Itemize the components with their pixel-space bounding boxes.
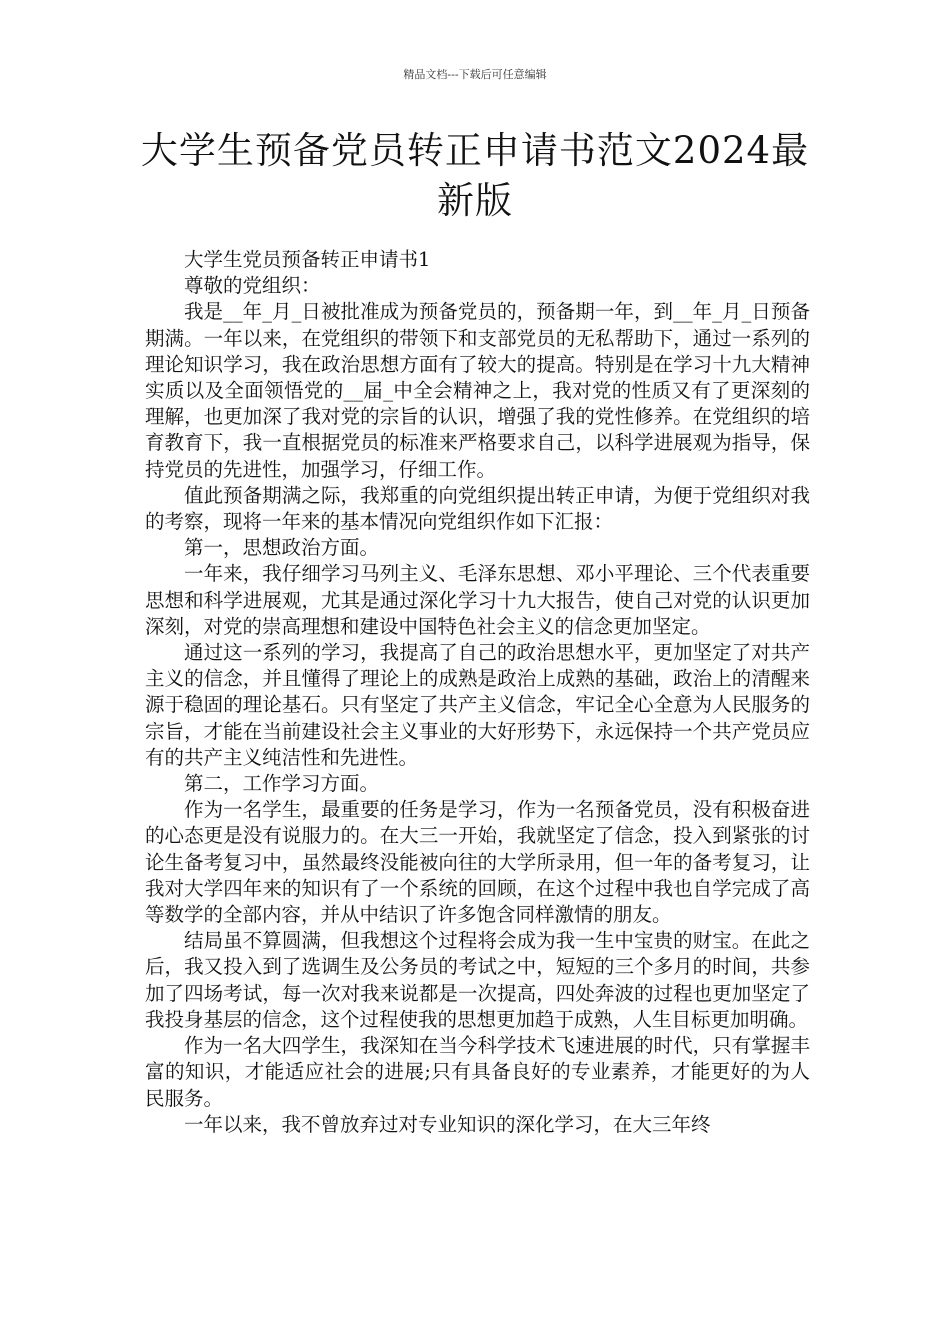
document-subtitle: 大学生党员预备转正申请书1: [184, 248, 431, 271]
section-heading: 第一，思想政治方面。: [184, 536, 380, 560]
body-paragraph: 值此预备期满之际，我郑重的向党组织提出转正申请，为便于党组织对我的考察，现将一年来的基本情况向党组织作如下汇报：: [145, 483, 810, 534]
section-heading: 第二，工作学习方面。: [184, 772, 380, 796]
document-title: 大学生预备党员转正申请书范文2024最新版: [140, 129, 810, 222]
page-header-note: 精品文档---下载后可任意编辑: [403, 68, 547, 81]
body-paragraph: 作为一名大四学生，我深知在当今科学技术飞速进展的时代，只有掌握丰富的知识，才能适应社会的进展;只有具备良好的专业素养，才能更好的为人民服务。: [145, 1034, 810, 1110]
document-body: [145, 247, 810, 1138]
body-paragraph: 通过这一系列的学习，我提高了自己的政治思想水平，更加坚定了对共产主义的信念，并且懂得了理论上的成熟是政治上成熟的基础，政治上的清醒来源于稳固的理论基石。只有坚定了共产主义信念，牢记全心全意为人民服务的宗旨，才能在当前建设社会主义事业的大好形势下，永远保持一个共产党员应有的共产主义纯洁性和先进性。: [145, 641, 810, 769]
salutation: 尊敬的党组织：: [184, 274, 321, 298]
body-paragraph: 一年来，我仔细学习马列主义、毛泽东思想、邓小平理论、三个代表重要思想和科学进展观，尤其是通过深化学习十九大报告，使自己对党的认识更加深刻，对党的崇高理想和建设中国特色社会主义的信念更加坚定。: [145, 562, 810, 638]
body-paragraph: 结局虽不算圆满，但我想这个过程将会成为我一生中宝贵的财宝。在此之后，我又投入到了选调生及公务员的考试之中，短短的三个多月的时间，共参加了四场考试，每一次对我来说都是一次提高，四处奔波的过程也更加坚定了我投身基层的信念，这个过程使我的思想更加趋于成熟，人生目标更加明确。: [145, 929, 810, 1031]
body-paragraph: 作为一名学生，最重要的任务是学习，作为一名预备党员，没有积极奋进的心态更是没有说服力的。在大三一开始，我就坚定了信念，投入到紧张的讨论生备考复习中，虽然最终没能被向往的大学所录用，但一年的备考复习，让我对大学四年来的知识有了一个系统的回顾，在这个过程中我也自学完成了高等数学的全部内容，并从中结识了许多饱含同样激情的朋友。: [145, 798, 810, 927]
body-paragraph: 一年以来，我不曾放弃过对专业知识的深化学习，在大三年终: [184, 1112, 711, 1136]
body-paragraph: 我是__年_月_日被批准成为预备党员的，预备期一年，到__年_月_日预备期满。一年以来，在党组织的带领下和支部党员的无私帮助下，通过一系列的理论知识学习，我在政治思想方面有了较大的提高。特别是在学习十九大精神实质以及全面领悟党的__届_中全会精神之上，我对党的性质又有了更深刻的理解，也更加深了我对党的宗旨的认识，增强了我的党性修养。在党组织的培育教育下，我一直根据党员的标准来严格要求自己，以科学进展观为指导，保持党员的先进性，加强学习，仔细工作。: [145, 300, 810, 481]
